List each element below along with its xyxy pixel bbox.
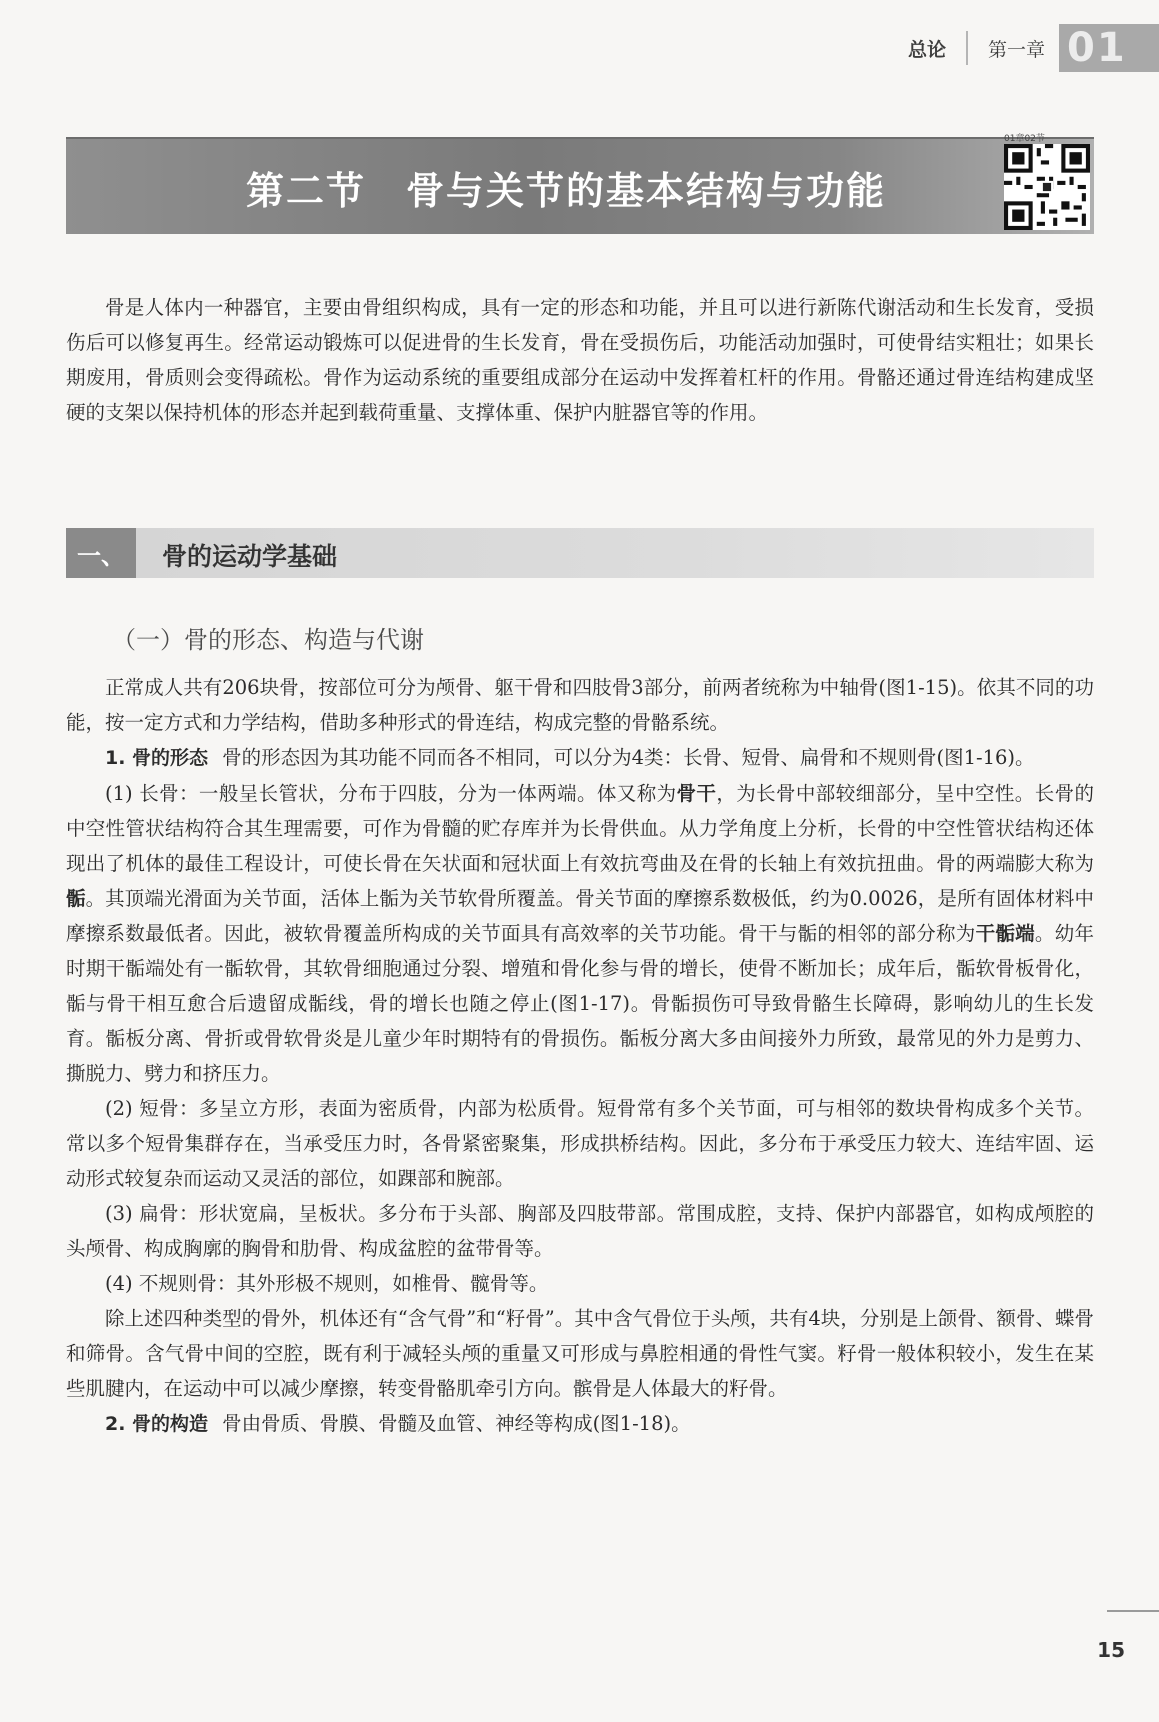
subheading-bone-morphology: 1. 骨的形态 [105,747,209,769]
section-title-text: 骨与关节的基本结构与功能 [406,168,887,213]
section-title-number: 第二节 [246,168,367,213]
running-header [908,24,1159,72]
long-bone-text-d: 。幼年时期干骺端处有一骺软骨，其软骨细胞通过分裂、增殖和骨化参与骨的增长，使骨不断加长；成年后，骺软骨板骨化，骺与骨干相互愈合后遗留成骺线，骨的增长也随之停止(图1-17)。骨骺损伤可导致骨骼生长障碍，影响幼儿的生长发育。骺板分离、骨折或骨软骨炎是儿童少年时期特有的骨损伤。骺板分离大多由间接外力所致，最常见的外力是剪力、撕脱力、劈力和挤压力。 [66,922,1094,1085]
section-title [246,160,886,215]
intro-paragraph: 骨是人体内一种器官，主要由骨组织构成，具有一定的形态和功能，并且可以进行新陈代谢活动和生长发育，受损伤后可以修复再生。经常运动锻炼可以促进骨的生长发育，骨在受损伤后，功能活动加强时，可使骨结实粗壮；如果长期废用，骨质则会变得疏松。骨作为运动系统的重要组成部分在运动中发挥着杠杆的作用。骨骼还通过骨连结构建成坚硬的支架以保持机体的形态并起到载荷重量、支撑体重、保护内脏器官等的作用。 [66,296,1094,424]
page-number: 15 [1097,1638,1125,1662]
term-diaphysis: 骨干 [676,782,717,805]
paragraph-bone-count: 正常成人共有206块骨，按部位可分为颅骨、躯干骨和四肢骨3部分，前两者统称为中轴骨(图1-15)。依其不同的功能，按一定方式和力学结构，借助多种形式的骨连结，构成完整的骨骼系统。 [66,676,1094,734]
header-divider [966,31,968,65]
subheading-bone-structure: 2. 骨的构造 [105,1413,209,1435]
paragraph-short-bone: (2) 短骨：多呈立方形，表面为密质骨，内部为松质骨。短骨常有多个关节面，可与相邻的数块骨构成多个关节。常以多个短骨集群存在，当承受压力时，各骨紧密聚集，形成拱桥结构。因此，多分布于承受压力较大、连结牢固、运动形式较复杂而运动又灵活的部位，如踝部和腕部。 [66,1097,1094,1190]
section-title-banner [66,134,1094,234]
intro-text-block [66,290,1094,430]
bone-structure-text: 骨由骨质、骨膜、骨髓及血管、神经等构成(图1-18)。 [222,1412,691,1435]
qr-code-icon[interactable] [1004,144,1090,230]
running-header-part: 总论 [907,38,946,61]
heading-1-bar [66,528,1094,578]
paragraph-bone-morphology [66,740,1094,776]
heading-1-number: 一、 [66,528,136,578]
chapter-number-badge: 01 [1059,24,1159,72]
long-bone-text-a: (1) 长骨：一般呈长管状，分布于四肢，分为一体两端。体又称为 [105,782,677,805]
long-bone-text-b: ，为长骨中部较细部分，呈中空性。长骨的中空性管状结构符合其生理需要，可作为骨髓的贮存库并为长骨供血。从力学角度上分析，长骨的中空性管状结构还体现出了机体的最佳工程设计，可使长骨在矢状面和冠状面上有效抗弯曲及在骨的长轴上有效抗扭曲。骨的两端膨大称为 [66,782,1094,875]
heading-2: （一）骨的形态、构造与代谢 [112,626,424,654]
heading-1-text: 骨的运动学基础 [162,542,338,571]
long-bone-text-c: 。其顶端光滑面为关节面，活体上骺为关节软骨所覆盖。骨关节面的摩擦系数极低，约为0.0026，是所有固体材料中摩擦系数最低者。因此，被软骨覆盖所构成的关节面具有高效率的关节功能。骨干与骺的相邻的部分称为 [66,887,1094,945]
term-epiphysis: 骺 [66,887,86,910]
paragraph-long-bone [66,776,1094,1091]
bone-morphology-text: 骨的形态因为其功能不同而各不相同，可以分为4类：长骨、短骨、扁骨和不规则骨(图1-16)。 [222,746,1035,769]
paragraph-bone-structure [66,1406,1094,1442]
paragraph-special-bones: 除上述四种类型的骨外，机体还有“含气骨”和“籽骨”。其中含气骨位于头颅，共有4块，分别是上颌骨、额骨、蝶骨和筛骨。含气骨中间的空腔，既有利于减轻头颅的重量又可形成与鼻腔相通的骨性气窦。籽骨一般体积较小，发生在某些肌腱内，在运动中可以减少摩擦，转变骨骼肌牵引方向。髌骨是人体最大的籽骨。 [66,1307,1094,1400]
running-header-chapter: 第一章 [987,38,1045,61]
paragraph-irregular-bone: (4) 不规则骨：其外形极不规则，如椎骨、髋骨等。 [105,1272,549,1295]
term-metaphysis: 干骺端 [975,922,1035,945]
main-text-block [66,670,1094,1442]
footer-rule [1107,1610,1159,1612]
qr-code-label: 01章02节 [1004,134,1045,144]
paragraph-flat-bone: (3) 扁骨：形状宽扁，呈板状。多分布于头部、胸部及四肢带部。常围成腔，支持、保护内部器官，如构成颅腔的头颅骨、构成胸廓的胸骨和肋骨、构成盆腔的盆带骨等。 [66,1202,1094,1260]
